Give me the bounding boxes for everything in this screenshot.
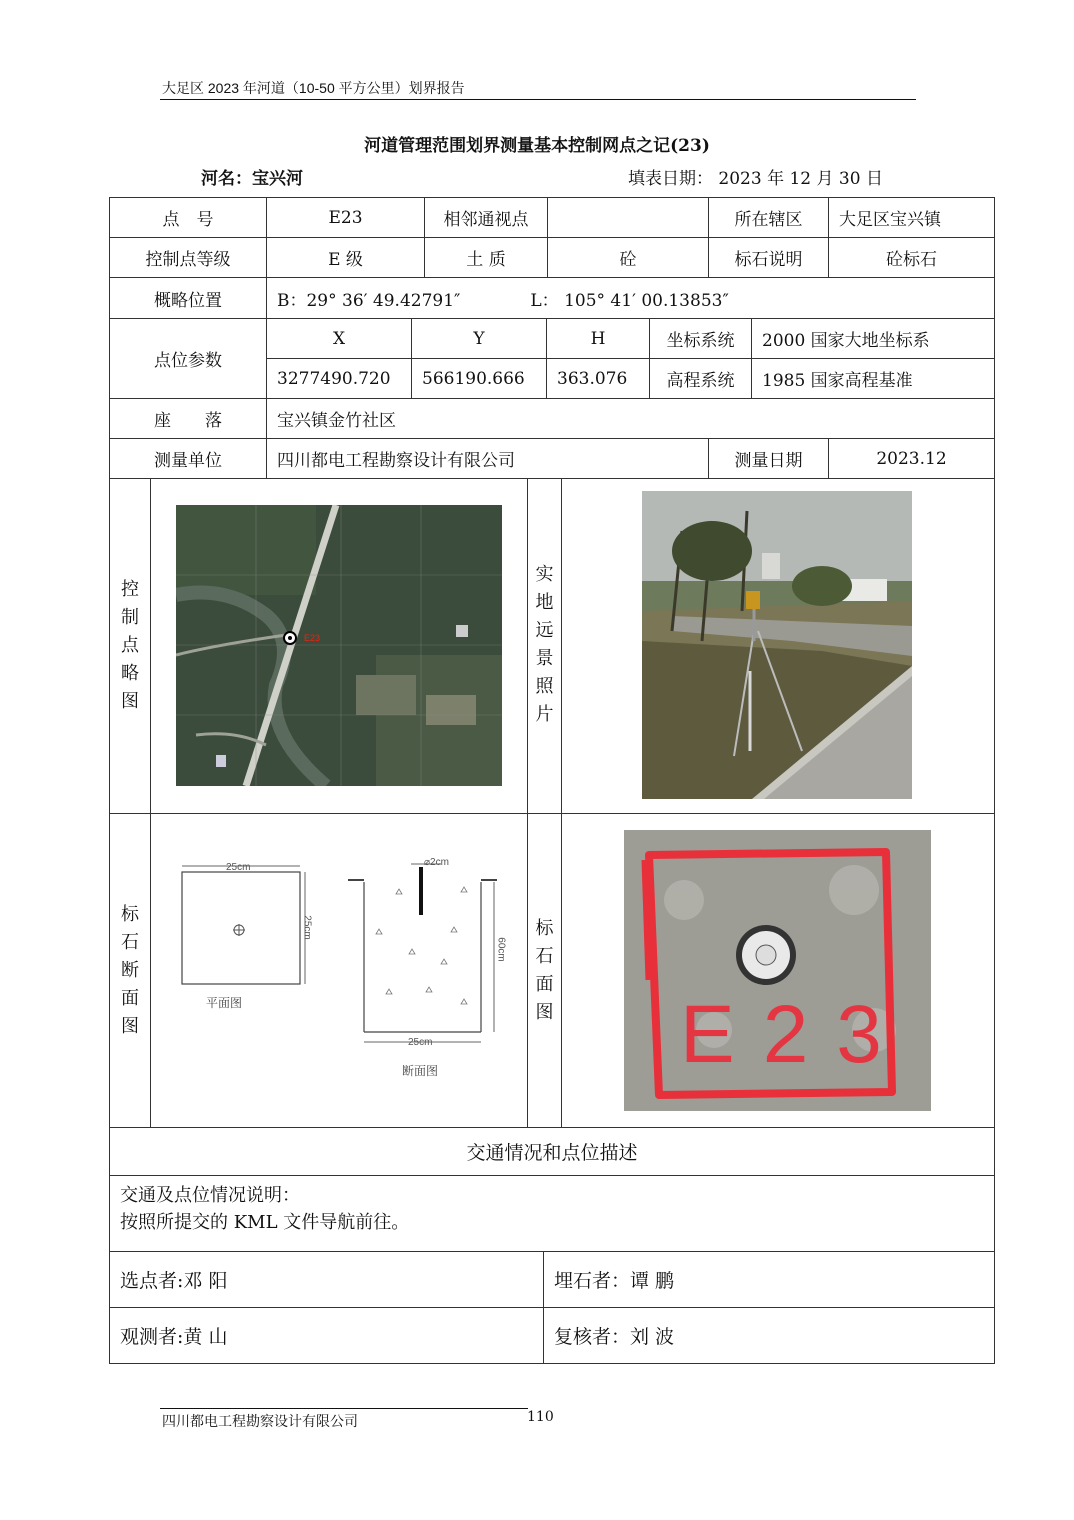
running-header: 大足区 2023 年河道（10-50 平方公里）划界报告 xyxy=(162,80,465,96)
unit-value: 四川都电工程勘察设计有限公司 xyxy=(266,438,709,479)
header-rule xyxy=(160,99,916,100)
unit-label: 测量单位 xyxy=(109,438,267,479)
address-label: 座 落 xyxy=(109,398,267,439)
coord-sys-label: 坐标系统 xyxy=(649,318,752,359)
photo-label: 实 地 远 景 照 片 xyxy=(527,478,562,814)
traffic-description xyxy=(109,1175,995,1252)
plan-height-label: 25cm xyxy=(301,915,313,940)
adjacent-label: 相邻通视点 xyxy=(424,197,548,238)
checker: 复核者：刘 波 xyxy=(543,1307,995,1364)
section-top-label: ⌀2cm xyxy=(424,857,449,868)
traffic-title: 交通情况和点位描述 xyxy=(109,1127,995,1176)
site-photo xyxy=(642,491,912,799)
burier: 埋石者：谭 鹏 xyxy=(543,1251,995,1308)
traffic-label: 交通及点位情况说明： xyxy=(120,1185,300,1206)
latitude: B：29° 36′ 49.42791″ xyxy=(277,290,461,311)
grade-label: 控制点等级 xyxy=(109,237,267,278)
sketch-label: 控 制 点 略 图 xyxy=(109,478,151,814)
y-value: 566190.666 xyxy=(411,358,547,399)
location-value xyxy=(266,277,995,319)
sketch-cell xyxy=(150,478,528,814)
params-label: 点位参数 xyxy=(109,318,267,399)
section-label: 标 石 断 面 图 xyxy=(109,813,151,1128)
section-depth-label: 60cm xyxy=(495,937,507,962)
soil-label: 土 质 xyxy=(424,237,548,278)
page-number: 110 xyxy=(527,1409,554,1425)
marker-drawings xyxy=(151,814,527,1127)
stone-text: E23 xyxy=(680,989,910,1080)
x-value: 3277490.720 xyxy=(266,358,412,399)
river-name: 河名：宝兴河 xyxy=(201,169,303,189)
footer-company: 四川都电工程勘察设计有限公司 xyxy=(162,1413,358,1429)
coord-sys-value: 2000 国家大地坐标系 xyxy=(751,318,995,359)
address-value: 宝兴镇金竹社区 xyxy=(266,398,995,439)
district-label: 所在辖区 xyxy=(708,197,829,238)
h-label: H xyxy=(546,318,650,359)
soil-value: 砼 xyxy=(547,237,709,278)
height-sys-label: 高程系统 xyxy=(649,358,752,399)
selector: 选点者:邓 阳 xyxy=(109,1251,544,1308)
height-sys-value: 1985 国家高程基准 xyxy=(751,358,995,399)
survey-date-value: 2023.12 xyxy=(828,438,995,479)
section-caption: 断面图 xyxy=(402,1064,439,1078)
adjacent-value xyxy=(547,197,709,238)
district-value: 大足区宝兴镇 xyxy=(828,197,995,238)
marker-value: 砼标石 xyxy=(828,237,995,278)
page-title: 河道管理范围划界测量基本控制网点之记(23) xyxy=(364,136,710,156)
point-no: E23 xyxy=(266,197,425,238)
photo-cell xyxy=(561,478,995,814)
marker-face-photo xyxy=(624,830,931,1111)
section-drawing-cell xyxy=(150,813,528,1128)
marker-label: 标石说明 xyxy=(708,237,829,278)
section-width-label: 25cm xyxy=(408,1037,433,1048)
face-label: 标 石 面 图 xyxy=(527,813,562,1128)
plan-caption: 平面图 xyxy=(206,996,243,1010)
face-photo-cell xyxy=(561,813,995,1128)
grade-value: E 级 xyxy=(266,237,425,278)
survey-date-label: 测量日期 xyxy=(708,438,829,479)
satellite-map xyxy=(176,505,502,786)
location-label: 概略位置 xyxy=(109,277,267,319)
footer-rule xyxy=(160,1408,528,1409)
longitude: L： 105° 41′ 00.13853″ xyxy=(530,290,729,311)
h-value: 363.076 xyxy=(546,358,650,399)
fill-date: 填表日期： 2023 年 12 月 30 日 xyxy=(628,169,883,189)
traffic-text: 按照所提交的 KML 文件导航前往。 xyxy=(120,1212,410,1233)
observer: 观测者:黄 山 xyxy=(109,1307,544,1364)
plan-width-label: 25cm xyxy=(226,862,251,873)
map-point-label: E23 xyxy=(304,633,321,643)
y-label: Y xyxy=(411,318,547,359)
x-label: X xyxy=(266,318,412,359)
point-no-label: 点 号 xyxy=(109,197,267,238)
